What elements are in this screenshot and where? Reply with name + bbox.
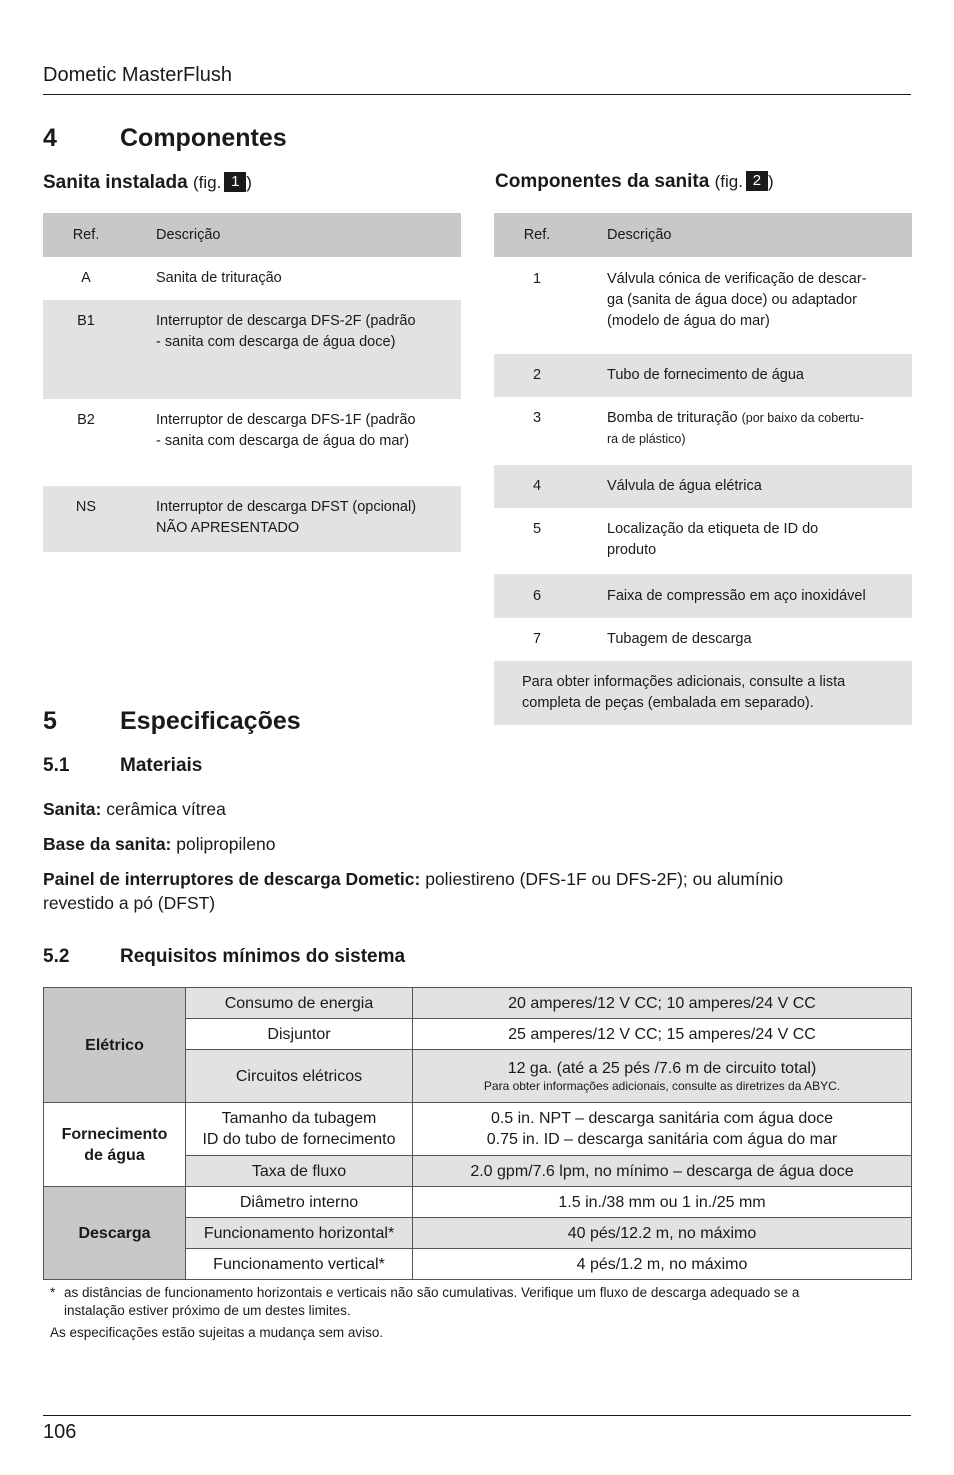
table-row: 7 Tubagem de descarga	[532, 631, 752, 647]
table-row: 4 Válvula de água elétrica	[494, 465, 912, 508]
table-note-row: Para obter informações adicionais, consulte a lista completa de peças (embalada em separado).	[494, 661, 912, 725]
table-header-row: Ref. Descrição	[43, 213, 461, 257]
table-a-title: Sanita instalada (fig. 1 )	[43, 172, 252, 193]
category-electric: Elétrico	[44, 988, 186, 1103]
subsection-5-2-heading: 5.2 Requisitos mínimos do sistema	[43, 946, 406, 967]
table-row: A Sanita de trituração	[81, 270, 282, 286]
figure-badge: 2	[746, 171, 768, 191]
table-row: Taxa de fluxo 2.0 gpm/7.6 lpm, no mínimo – descarga de água doce	[44, 1156, 912, 1187]
table-row: 1 Válvula cónica de verificação de descar- ga (sanita de água doce) ou adaptador (modelo de água do mar)	[532, 271, 867, 329]
table-row: NS Interruptor de descarga DFST (opcional) NÃO APRESENTADO	[43, 486, 461, 552]
footer-rule	[43, 1415, 911, 1416]
table-row: Funcionamento vertical* 4 pés/1.2 m, no máximo	[44, 1249, 912, 1280]
section-number: 5	[43, 707, 57, 735]
figure-badge: 1	[224, 172, 246, 192]
section-5-heading	[43, 707, 443, 739]
table-b-title: Componentes da sanita (fig. 2 )	[495, 171, 774, 192]
section-title: Componentes	[120, 124, 287, 152]
table-row: B2 Interruptor de descarga DFS-1F (padrão - sanita com descarga de água do mar)	[77, 412, 416, 449]
installed-toilet-table	[43, 213, 461, 552]
table-row: 5 Localização da etiqueta de ID do produto	[532, 521, 819, 558]
table-row: 6 Faixa de compressão em aço inoxidável	[494, 574, 912, 618]
document-header: Dometic MasterFlush	[43, 64, 232, 86]
disclaimer: As especificações estão sujeitas a mudança sem aviso.	[50, 1325, 384, 1340]
material-toilet: Sanita: cerâmica vítrea	[43, 799, 226, 819]
footnote-star: *	[50, 1285, 56, 1300]
table-row: Fornecimento de água Tamanho da tubagem ID do tubo de fornecimento 0.5 in. NPT – descarga sanitária com água doce 0.75 in. ID – descarga sanitária com água do mar	[44, 1103, 912, 1156]
footnote-text: as distâncias de funcionamento horizontais e verticais não são cumulativas. Verifique um fluxo de descarga adequado se a instalação estiver próximo de um destes limites.	[64, 1285, 800, 1318]
toilet-components-table	[494, 213, 912, 725]
table-row: 3 Bomba de trituração (por baixo da cobertu- ra de plástico)	[532, 410, 864, 446]
table-row: Funcionamento horizontal* 40 pés/12.2 m, no máximo	[44, 1218, 912, 1249]
system-requirements-table	[43, 987, 912, 1280]
table-row: 2 Tubo de fornecimento de água	[494, 354, 912, 397]
table-row: Elétrico Consumo de energia 20 amperes/12 V CC; 10 amperes/24 V CC	[44, 988, 912, 1019]
table-row: Descarga Diâmetro interno 1.5 in./38 mm ou 1 in./25 mm	[44, 1187, 912, 1218]
subsection-5-1-heading: 5.1 Materiais	[43, 755, 203, 776]
section-4-heading	[43, 124, 443, 156]
material-panel: Painel de interruptores de descarga Dometic: poliestireno (DFS-1F ou DFS-2F); ou alumínio revestido a pó (DFST)	[43, 869, 784, 913]
header-rule	[43, 94, 911, 95]
category-discharge: Descarga	[44, 1187, 186, 1280]
table-header-row: Ref. Descrição	[494, 213, 912, 257]
table-row: Disjuntor 25 amperes/12 V CC; 15 amperes/24 V CC	[44, 1019, 912, 1050]
section-number: 4	[43, 124, 57, 152]
material-base: Base da sanita: polipropileno	[43, 834, 276, 854]
category-water-supply: Fornecimento de água	[44, 1103, 186, 1187]
table-row: B1 Interruptor de descarga DFS-2F (padrão - sanita com descarga de água doce)	[43, 300, 461, 399]
table-row: Circuitos elétricos 12 ga. (até a 25 pés /7.6 m de circuito total) Para obter informações adicionais, consulte as diretrizes da ABYC.	[44, 1050, 912, 1103]
section-title: Especificações	[120, 707, 301, 735]
page-number: 106	[43, 1421, 77, 1443]
